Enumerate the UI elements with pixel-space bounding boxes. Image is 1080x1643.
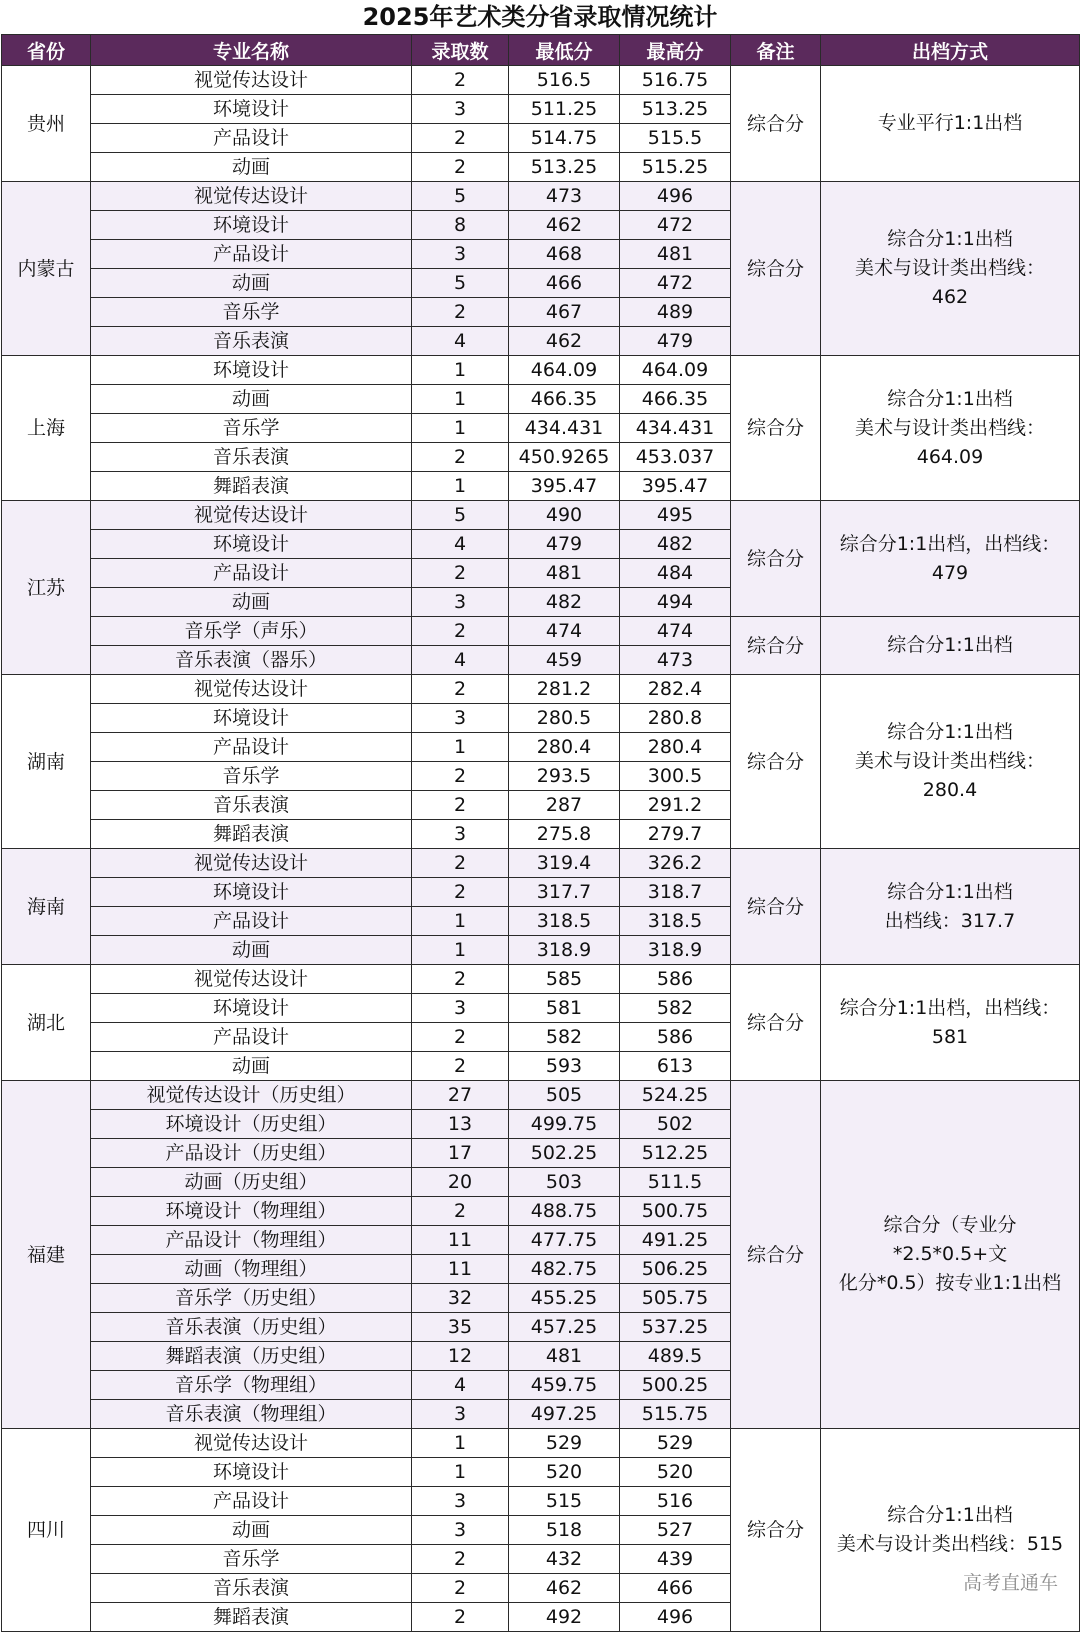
max-score-cell: 516 (620, 1487, 731, 1516)
max-score-cell: 482 (620, 530, 731, 559)
method-cell (821, 617, 1080, 675)
count-cell: 2 (412, 675, 509, 704)
count-cell: 3 (412, 820, 509, 849)
method-cell (821, 1081, 1080, 1429)
major-cell: 舞蹈表演（历史组） (91, 1342, 412, 1371)
count-cell: 2 (412, 124, 509, 153)
min-score-cell: 468 (509, 240, 620, 269)
min-score-cell: 467 (509, 298, 620, 327)
max-score-cell: 489 (620, 298, 731, 327)
max-score-cell: 318.9 (620, 936, 731, 965)
min-score-cell: 395.47 (509, 472, 620, 501)
header-count: 录取数 (412, 35, 509, 66)
count-cell: 27 (412, 1081, 509, 1110)
count-cell: 1 (412, 1429, 509, 1458)
count-cell: 3 (412, 994, 509, 1023)
count-cell: 3 (412, 1516, 509, 1545)
note-cell: 综合分 (731, 1081, 821, 1429)
min-score-cell: 434.431 (509, 414, 620, 443)
method-line: 479 (931, 561, 969, 584)
method-line: 美术与设计类出档线： (854, 416, 1045, 439)
max-score-cell: 279.7 (620, 820, 731, 849)
major-cell: 环境设计 (91, 994, 412, 1023)
major-cell: 动画 (91, 153, 412, 182)
major-cell: 产品设计 (91, 559, 412, 588)
count-cell: 35 (412, 1313, 509, 1342)
major-cell: 环境设计 (91, 704, 412, 733)
min-score-cell: 318.9 (509, 936, 620, 965)
count-cell: 4 (412, 530, 509, 559)
max-score-cell: 582 (620, 994, 731, 1023)
min-score-cell: 432 (509, 1545, 620, 1574)
major-cell: 音乐学（历史组） (91, 1284, 412, 1313)
max-score-cell: 496 (620, 182, 731, 211)
count-cell: 2 (412, 965, 509, 994)
min-score-cell: 505 (509, 1081, 620, 1110)
count-cell: 1 (412, 733, 509, 762)
max-score-cell: 500.75 (620, 1197, 731, 1226)
province-cell: 湖南 (2, 675, 91, 849)
min-score-cell: 502.25 (509, 1139, 620, 1168)
major-cell: 音乐表演 (91, 327, 412, 356)
min-score-cell: 492 (509, 1603, 620, 1632)
count-cell: 4 (412, 646, 509, 675)
table-row (2, 66, 1080, 95)
table-row (2, 1429, 1080, 1458)
method-cell (821, 356, 1080, 501)
count-cell: 4 (412, 1371, 509, 1400)
major-cell: 音乐表演 (91, 443, 412, 472)
min-score-cell: 518 (509, 1516, 620, 1545)
major-cell: 产品设计 (91, 124, 412, 153)
min-score-cell: 481 (509, 1342, 620, 1371)
note-cell: 综合分 (731, 182, 821, 356)
min-score-cell: 466 (509, 269, 620, 298)
major-cell: 舞蹈表演 (91, 472, 412, 501)
min-score-cell: 459 (509, 646, 620, 675)
method-line: 综合分1:1出档 (887, 721, 1013, 743)
max-score-cell: 586 (620, 1023, 731, 1052)
min-score-cell: 293.5 (509, 762, 620, 791)
province-cell: 湖北 (2, 965, 91, 1081)
max-score-cell: 481 (620, 240, 731, 269)
note-cell: 综合分 (731, 1429, 821, 1632)
province-cell: 江苏 (2, 501, 91, 675)
min-score-cell: 281.2 (509, 675, 620, 704)
table-row (2, 182, 1080, 211)
major-cell: 产品设计 (91, 1023, 412, 1052)
max-score-cell: 527 (620, 1516, 731, 1545)
major-cell: 产品设计（历史组） (91, 1139, 412, 1168)
min-score-cell: 481 (509, 559, 620, 588)
count-cell: 3 (412, 1487, 509, 1516)
count-cell: 2 (412, 1023, 509, 1052)
page-title: 2025年艺术类分省录取情况统计 (362, 3, 718, 31)
major-cell: 动画 (91, 385, 412, 414)
province-cell: 福建 (2, 1081, 91, 1429)
max-score-cell: 513.25 (620, 95, 731, 124)
count-cell: 13 (412, 1110, 509, 1139)
min-score-cell: 459.75 (509, 1371, 620, 1400)
major-cell: 产品设计 (91, 1487, 412, 1516)
max-score-cell: 506.25 (620, 1255, 731, 1284)
count-cell: 8 (412, 211, 509, 240)
max-score-cell: 515.25 (620, 153, 731, 182)
table-row (2, 849, 1080, 878)
method-line: 美术与设计类出档线：515 (836, 1533, 1064, 1555)
max-score-cell: 280.4 (620, 733, 731, 762)
max-score-cell: 439 (620, 1545, 731, 1574)
min-score-cell: 462 (509, 1574, 620, 1603)
min-score-cell: 318.5 (509, 907, 620, 936)
method-line: 化分*0.5）按专业1:1出档 (838, 1272, 1062, 1294)
count-cell: 2 (412, 878, 509, 907)
min-score-cell: 593 (509, 1052, 620, 1081)
major-cell: 环境设计（物理组） (91, 1197, 412, 1226)
count-cell: 1 (412, 907, 509, 936)
method-line: 综合分（专业分*2.5*0.5+文 (883, 1214, 1017, 1265)
min-score-cell: 464.09 (509, 356, 620, 385)
header-max-score: 最高分 (620, 35, 731, 66)
method-line: 专业平行1:1出档 (877, 112, 1023, 134)
count-cell: 1 (412, 472, 509, 501)
province-cell: 贵州 (2, 66, 91, 182)
count-cell: 4 (412, 327, 509, 356)
method-line: 462 (931, 286, 969, 308)
major-cell: 视觉传达设计 (91, 501, 412, 530)
table-row (2, 356, 1080, 385)
min-score-cell: 317.7 (509, 878, 620, 907)
count-cell: 1 (412, 936, 509, 965)
max-score-cell: 502 (620, 1110, 731, 1139)
method-cell (821, 849, 1080, 965)
min-score-cell: 457.25 (509, 1313, 620, 1342)
max-score-cell: 500.25 (620, 1371, 731, 1400)
table-body (2, 66, 1080, 1632)
min-score-cell: 482.75 (509, 1255, 620, 1284)
province-cell: 内蒙古 (2, 182, 91, 356)
major-cell: 视觉传达设计 (91, 66, 412, 95)
major-cell: 动画 (91, 1516, 412, 1545)
max-score-cell: 466.35 (620, 385, 731, 414)
method-cell (821, 1429, 1080, 1632)
max-score-cell: 512.25 (620, 1139, 731, 1168)
max-score-cell: 511.5 (620, 1168, 731, 1197)
province-cell: 海南 (2, 849, 91, 965)
max-score-cell: 472 (620, 269, 731, 298)
min-score-cell: 477.75 (509, 1226, 620, 1255)
table-row (2, 501, 1080, 530)
count-cell: 5 (412, 501, 509, 530)
count-cell: 2 (412, 849, 509, 878)
header-row (2, 35, 1080, 66)
max-score-cell: 484 (620, 559, 731, 588)
method-cell (821, 675, 1080, 849)
major-cell: 音乐学（声乐） (91, 617, 412, 646)
method-line: 美术与设计类出档线： (854, 257, 1045, 279)
major-cell: 环境设计 (91, 878, 412, 907)
major-cell: 音乐表演（物理组） (91, 1400, 412, 1429)
method-line: 综合分1:1出档 (887, 387, 1013, 410)
max-score-cell: 494 (620, 588, 731, 617)
max-score-cell: 529 (620, 1429, 731, 1458)
max-score-cell: 466 (620, 1574, 731, 1603)
count-cell: 2 (412, 617, 509, 646)
note-cell: 综合分 (731, 965, 821, 1081)
min-score-cell: 511.25 (509, 95, 620, 124)
min-score-cell: 466.35 (509, 385, 620, 414)
max-score-cell: 495 (620, 501, 731, 530)
major-cell: 动画（物理组） (91, 1255, 412, 1284)
note-cell: 综合分 (731, 849, 821, 965)
major-cell: 视觉传达设计 (91, 849, 412, 878)
note-cell: 综合分 (731, 66, 821, 182)
count-cell: 2 (412, 1603, 509, 1632)
province-cell: 四川 (2, 1429, 91, 1632)
major-cell: 音乐表演 (91, 1574, 412, 1603)
min-score-cell: 585 (509, 965, 620, 994)
min-score-cell: 287 (509, 791, 620, 820)
major-cell: 产品设计 (91, 907, 412, 936)
count-cell: 3 (412, 1400, 509, 1429)
major-cell: 视觉传达设计（历史组） (91, 1081, 412, 1110)
method-cell (821, 182, 1080, 356)
major-cell: 动画（历史组） (91, 1168, 412, 1197)
count-cell: 3 (412, 95, 509, 124)
count-cell: 2 (412, 1197, 509, 1226)
method-line: 464.09 (916, 445, 984, 468)
max-score-cell: 520 (620, 1458, 731, 1487)
major-cell: 环境设计 (91, 530, 412, 559)
major-cell: 视觉传达设计 (91, 965, 412, 994)
min-score-cell: 503 (509, 1168, 620, 1197)
min-score-cell: 529 (509, 1429, 620, 1458)
major-cell: 音乐学 (91, 762, 412, 791)
count-cell: 2 (412, 66, 509, 95)
count-cell: 2 (412, 153, 509, 182)
min-score-cell: 490 (509, 501, 620, 530)
major-cell: 环境设计 (91, 356, 412, 385)
max-score-cell: 318.5 (620, 907, 731, 936)
min-score-cell: 582 (509, 1023, 620, 1052)
major-cell: 动画 (91, 269, 412, 298)
major-cell: 环境设计 (91, 1458, 412, 1487)
max-score-cell: 489.5 (620, 1342, 731, 1371)
header-province: 省份 (2, 35, 91, 66)
max-score-cell: 515.75 (620, 1400, 731, 1429)
count-cell: 1 (412, 414, 509, 443)
count-cell: 2 (412, 1052, 509, 1081)
min-score-cell: 462 (509, 327, 620, 356)
count-cell: 12 (412, 1342, 509, 1371)
method-line: 出档线：317.7 (884, 909, 1016, 932)
count-cell: 2 (412, 559, 509, 588)
max-score-cell: 472 (620, 211, 731, 240)
max-score-cell: 291.2 (620, 791, 731, 820)
min-score-cell: 488.75 (509, 1197, 620, 1226)
max-score-cell: 473 (620, 646, 731, 675)
max-score-cell: 464.09 (620, 356, 731, 385)
method-cell (821, 965, 1080, 1081)
min-score-cell: 474 (509, 617, 620, 646)
table-row (2, 617, 1080, 646)
min-score-cell: 515 (509, 1487, 620, 1516)
count-cell: 2 (412, 791, 509, 820)
watermark: 高考直通车 (962, 1572, 1058, 1594)
max-score-cell: 300.5 (620, 762, 731, 791)
major-cell: 舞蹈表演 (91, 820, 412, 849)
count-cell: 5 (412, 269, 509, 298)
major-cell: 环境设计 (91, 95, 412, 124)
major-cell: 环境设计 (91, 211, 412, 240)
major-cell: 音乐表演（器乐） (91, 646, 412, 675)
count-cell: 2 (412, 762, 509, 791)
major-cell: 动画 (91, 936, 412, 965)
table-row (2, 675, 1080, 704)
count-cell: 32 (412, 1284, 509, 1313)
method-cell (821, 66, 1080, 182)
header-method: 出档方式 (821, 35, 1080, 66)
major-cell: 视觉传达设计 (91, 675, 412, 704)
min-score-cell: 499.75 (509, 1110, 620, 1139)
max-score-cell: 496 (620, 1603, 731, 1632)
min-score-cell: 450.9265 (509, 443, 620, 472)
min-score-cell: 479 (509, 530, 620, 559)
major-cell: 产品设计 (91, 240, 412, 269)
min-score-cell: 275.8 (509, 820, 620, 849)
min-score-cell: 462 (509, 211, 620, 240)
max-score-cell: 505.75 (620, 1284, 731, 1313)
min-score-cell: 520 (509, 1458, 620, 1487)
count-cell: 3 (412, 704, 509, 733)
major-cell: 产品设计 (91, 733, 412, 762)
count-cell: 17 (412, 1139, 509, 1168)
max-score-cell: 515.5 (620, 124, 731, 153)
count-cell: 1 (412, 385, 509, 414)
max-score-cell: 586 (620, 965, 731, 994)
major-cell: 动画 (91, 588, 412, 617)
count-cell: 20 (412, 1168, 509, 1197)
max-score-cell: 524.25 (620, 1081, 731, 1110)
method-line: 581 (931, 1025, 969, 1048)
count-cell: 2 (412, 298, 509, 327)
major-cell: 音乐表演（历史组） (91, 1313, 412, 1342)
note-cell: 综合分 (731, 501, 821, 617)
min-score-cell: 319.4 (509, 849, 620, 878)
major-cell: 动画 (91, 1052, 412, 1081)
method-line: 综合分1:1出档，出档线： (839, 532, 1061, 555)
major-cell: 舞蹈表演 (91, 1603, 412, 1632)
note-cell: 综合分 (731, 617, 821, 675)
max-score-cell: 491.25 (620, 1226, 731, 1255)
admission-table (1, 34, 1080, 1632)
note-cell: 综合分 (731, 675, 821, 849)
major-cell: 音乐表演 (91, 791, 412, 820)
header-major: 专业名称 (91, 35, 412, 66)
major-cell: 视觉传达设计 (91, 1429, 412, 1458)
min-score-cell: 513.25 (509, 153, 620, 182)
min-score-cell: 514.75 (509, 124, 620, 153)
province-cell: 上海 (2, 356, 91, 501)
min-score-cell: 455.25 (509, 1284, 620, 1313)
method-line: 美术与设计类出档线： (854, 750, 1045, 772)
method-cell (821, 501, 1080, 617)
min-score-cell: 473 (509, 182, 620, 211)
max-score-cell: 453.037 (620, 443, 731, 472)
method-line: 综合分1:1出档 (887, 880, 1013, 903)
method-line: 综合分1:1出档 (887, 634, 1013, 656)
max-score-cell: 280.8 (620, 704, 731, 733)
max-score-cell: 537.25 (620, 1313, 731, 1342)
note-cell: 综合分 (731, 356, 821, 501)
max-score-cell: 434.431 (620, 414, 731, 443)
major-cell: 产品设计（物理组） (91, 1226, 412, 1255)
header-note: 备注 (731, 35, 821, 66)
count-cell: 2 (412, 443, 509, 472)
min-score-cell: 497.25 (509, 1400, 620, 1429)
min-score-cell: 581 (509, 994, 620, 1023)
major-cell: 环境设计（历史组） (91, 1110, 412, 1139)
count-cell: 11 (412, 1226, 509, 1255)
min-score-cell: 482 (509, 588, 620, 617)
count-cell: 5 (412, 182, 509, 211)
major-cell: 音乐学 (91, 414, 412, 443)
count-cell: 2 (412, 1574, 509, 1603)
major-cell: 视觉传达设计 (91, 182, 412, 211)
min-score-cell: 516.5 (509, 66, 620, 95)
method-line: 综合分1:1出档，出档线： (839, 996, 1061, 1019)
method-line: 综合分1:1出档 (887, 1504, 1013, 1526)
count-cell: 11 (412, 1255, 509, 1284)
method-line: 280.4 (922, 779, 978, 801)
major-cell: 音乐学 (91, 298, 412, 327)
count-cell: 1 (412, 1458, 509, 1487)
max-score-cell: 479 (620, 327, 731, 356)
max-score-cell: 613 (620, 1052, 731, 1081)
count-cell: 2 (412, 1545, 509, 1574)
max-score-cell: 326.2 (620, 849, 731, 878)
count-cell: 3 (412, 240, 509, 269)
max-score-cell: 318.7 (620, 878, 731, 907)
major-cell: 音乐学 (91, 1545, 412, 1574)
method-line: 综合分1:1出档 (887, 228, 1013, 250)
min-score-cell: 280.5 (509, 704, 620, 733)
header-min-score: 最低分 (509, 35, 620, 66)
count-cell: 1 (412, 356, 509, 385)
min-score-cell: 280.4 (509, 733, 620, 762)
max-score-cell: 474 (620, 617, 731, 646)
max-score-cell: 516.75 (620, 66, 731, 95)
table-row (2, 1081, 1080, 1110)
max-score-cell: 395.47 (620, 472, 731, 501)
major-cell: 音乐学（物理组） (91, 1371, 412, 1400)
count-cell: 3 (412, 588, 509, 617)
max-score-cell: 282.4 (620, 675, 731, 704)
table-row (2, 965, 1080, 994)
